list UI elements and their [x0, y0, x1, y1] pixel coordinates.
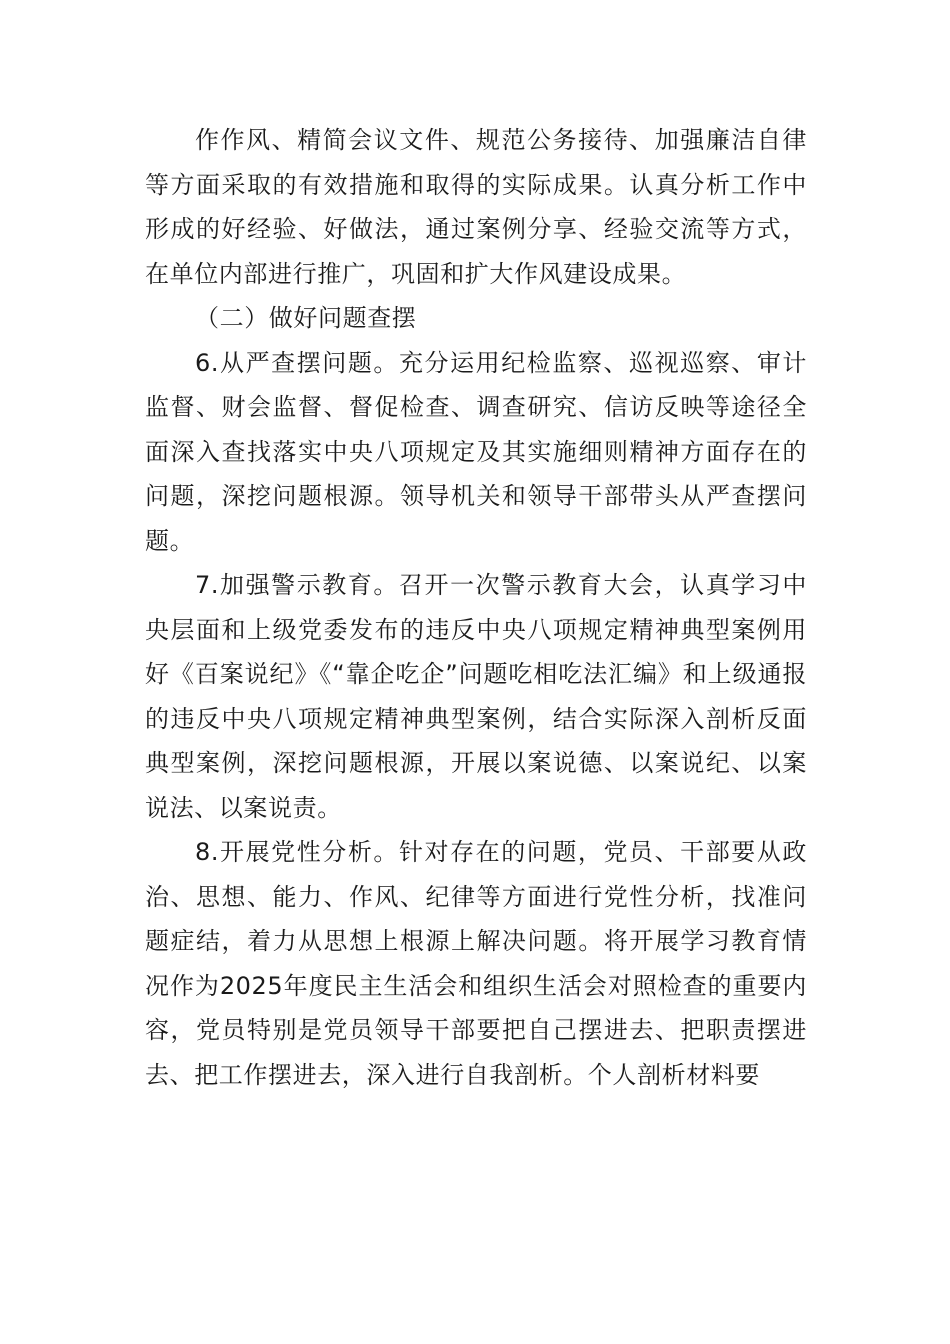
section-heading-problem-review: （二）做好问题查摆: [195, 304, 417, 332]
paragraph-party-spirit-analysis: 8.开展党性分析。针对存在的问题，党员、干部要从政治、思想、能力、作风、纪律等方面进行党性分析，找准问题症结，着力从思想上根源上解决问题。将开展学习教育情况作为2025年度民主生活会和组织生活会对照检查的重要内容，党员特别是党员领导干部要把自己摆进去、把职责摆进去、把工作摆进去，深入进行自我剖析。个人剖析材料要: [145, 838, 807, 1089]
document-body: [145, 118, 807, 1097]
paragraph-strict-problem-review: 6.从严查摆问题。充分运用纪检监察、巡视巡察、审计监督、财会监督、督促检查、调查研究、信访反映等途径全面深入查找落实中央八项规定及其实施细则精神方面存在的问题，深挖问题根源。领导机关和领导干部带头从严查摆问题。: [145, 348, 807, 555]
paragraph-work-style-results: 作作风、精简会议文件、规范公务接待、加强廉洁自律等方面采取的有效措施和取得的实际成果。认真分析工作中形成的好经验、好做法，通过案例分享、经验交流等方式，在单位内部进行推广，巩固和扩大作风建设成果。: [145, 126, 807, 288]
paragraph-warning-education: 7.加强警示教育。召开一次警示教育大会，认真学习中央层面和上级党委发布的违反中央八项规定精神典型案例用好《百案说纪》《“靠企吃企”问题吃相吃法汇编》和上级通报的违反中央八项规定精神典型案例，结合实际深入剖析反面典型案例，深挖问题根源，开展以案说德、以案说纪、以案说法、以案说责。: [145, 571, 807, 822]
